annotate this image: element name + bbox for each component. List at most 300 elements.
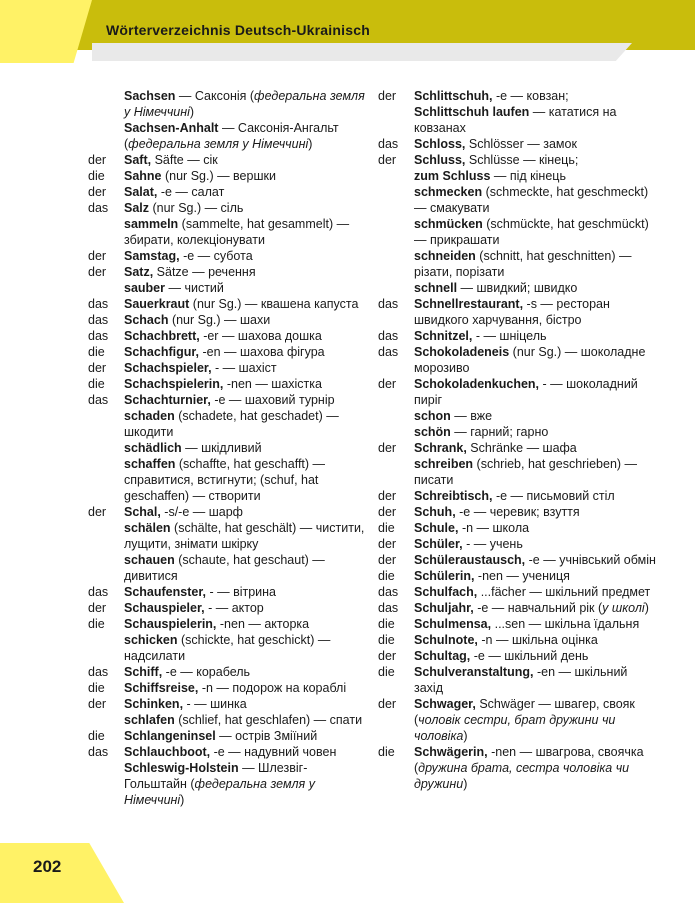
translation: (schaffte, hat geschafft) — справитися, встигнути; (schuf, hat geschaffen) — створити <box>124 457 326 503</box>
article: der <box>88 697 107 711</box>
entry-text <box>124 440 370 456</box>
translation: ) <box>463 777 468 791</box>
entry-text <box>414 600 658 616</box>
article: die <box>88 377 105 391</box>
entry-text <box>124 360 370 376</box>
translation: -nen — шахістка <box>223 377 322 391</box>
headword: Schleswig-Holstein <box>124 761 239 775</box>
article <box>378 104 414 136</box>
entry-text <box>124 184 370 200</box>
dictionary-entry <box>88 296 370 312</box>
entry-text <box>414 328 658 344</box>
translation: — острів Зміїний <box>215 729 318 743</box>
dictionary-entry <box>88 120 370 152</box>
headword: schmücken <box>414 217 483 231</box>
translation: -n — школа <box>458 521 530 535</box>
dictionary-entry <box>88 168 370 184</box>
dictionary-entry <box>88 712 370 728</box>
article <box>88 632 124 664</box>
translation: -er — шахова дошка <box>199 329 322 343</box>
article: das <box>378 297 399 311</box>
translation: (nur Sg.) — вершки <box>161 169 276 183</box>
dictionary-entry <box>88 152 370 168</box>
article <box>88 456 124 504</box>
entry-text <box>124 552 370 584</box>
entry-text <box>124 712 370 728</box>
entry-text <box>414 344 658 376</box>
dictionary-entry <box>378 424 658 440</box>
translation: ) <box>308 137 313 151</box>
dictionary-entry <box>88 680 370 696</box>
article: der <box>378 377 397 391</box>
translation: -e — корабель <box>162 665 251 679</box>
article <box>378 408 414 424</box>
article <box>88 280 124 296</box>
headword: Schulfach, <box>414 585 478 599</box>
dictionary-entry <box>378 280 658 296</box>
article: das <box>378 345 399 359</box>
entry-text <box>414 696 658 744</box>
article <box>378 280 414 296</box>
entry-text <box>414 552 658 568</box>
note: федеральна земля у Німеччині <box>124 777 315 807</box>
translation: -e — шкільний день <box>470 649 589 663</box>
article: der <box>378 153 397 167</box>
dictionary-entry <box>88 456 370 504</box>
headword: schlafen <box>124 713 175 727</box>
headword: schicken <box>124 633 178 647</box>
headword: Salz <box>124 201 150 215</box>
headword: Schlittschuh, <box>414 89 493 103</box>
translation: - — учень <box>462 537 523 551</box>
entry-text <box>414 184 658 216</box>
translation: -e — черевик; взуття <box>455 505 580 519</box>
headword: Schultag, <box>414 649 471 663</box>
article: das <box>378 585 399 599</box>
article: das <box>88 313 109 327</box>
entry-text <box>414 488 658 504</box>
article: der <box>378 697 397 711</box>
headword: Sachsen-Anhalt <box>124 121 219 135</box>
article <box>88 712 124 728</box>
headword: Schlittschuh laufen <box>414 105 530 119</box>
article: der <box>378 489 397 503</box>
entry-text <box>414 632 658 648</box>
headword: Schluss, <box>414 153 466 167</box>
article: das <box>378 329 399 343</box>
article <box>88 120 124 152</box>
headword: sauber <box>124 281 165 295</box>
entry-text <box>124 744 370 760</box>
headword: schauen <box>124 553 175 567</box>
headword: schneiden <box>414 249 476 263</box>
article: der <box>378 89 397 103</box>
dictionary-entry <box>88 584 370 600</box>
headword: Schreibtisch, <box>414 489 493 503</box>
translation: -e — письмовий стіл <box>492 489 615 503</box>
headword: Schlauchboot, <box>124 745 211 759</box>
dictionary-entry <box>378 552 658 568</box>
headword: Schuljahr, <box>414 601 474 615</box>
dictionary-entry <box>378 136 658 152</box>
entry-text <box>124 296 370 312</box>
article <box>88 552 124 584</box>
entry-text <box>124 616 370 632</box>
article: der <box>378 505 397 519</box>
headword: Schloss, <box>414 137 466 151</box>
article <box>88 440 124 456</box>
entry-text <box>414 456 658 488</box>
entry-text <box>414 136 658 152</box>
entry-text <box>124 216 370 248</box>
entry-text <box>124 600 370 616</box>
entry-text <box>124 88 370 120</box>
article <box>378 168 414 184</box>
dictionary-entry <box>88 344 370 360</box>
dictionary-entry <box>378 248 658 280</box>
translation: -nen — акторка <box>216 617 310 631</box>
page-number: 202 <box>33 857 62 876</box>
entry-text <box>414 168 658 184</box>
headword: Schnitzel, <box>414 329 473 343</box>
article: das <box>88 393 109 407</box>
article: das <box>378 601 399 615</box>
article: der <box>378 441 397 455</box>
dictionary-entry <box>378 168 658 184</box>
page-title: Wörterverzeichnis Deutsch-Ukrainisch <box>106 22 370 38</box>
translation: Säfte — сік <box>151 153 218 167</box>
translation: — кататися на ковзанах <box>414 105 617 135</box>
translation: — Шлезвіг-Гольштайн ( <box>124 761 308 791</box>
article: die <box>378 617 395 631</box>
article <box>88 760 124 808</box>
headword: Schulveranstaltung, <box>414 665 534 679</box>
headword: schädlich <box>124 441 182 455</box>
note: федеральна земля у Німеччині <box>128 137 309 151</box>
translation: (nur Sg.) — шахи <box>168 313 271 327</box>
translation: -e — надувний човен <box>210 745 337 759</box>
headword: Schlangeninsel <box>124 729 216 743</box>
dictionary-entry <box>88 216 370 248</box>
dictionary-entry <box>378 744 658 792</box>
translation: - — шахіст <box>211 361 277 375</box>
dictionary-entry <box>88 360 370 376</box>
article: die <box>88 729 105 743</box>
entry-text <box>414 88 658 104</box>
headword: Sahne <box>124 169 162 183</box>
dictionary-entry <box>88 616 370 632</box>
dictionary-entry <box>88 312 370 328</box>
dictionary-entry <box>88 696 370 712</box>
dictionary-entry <box>88 328 370 344</box>
translation: Sätze — речення <box>153 265 256 279</box>
dictionary-entry <box>378 648 658 664</box>
note: дружина брата, сестра чоловіка чи дружини <box>414 761 630 791</box>
article <box>88 520 124 552</box>
dictionary-entry <box>88 520 370 552</box>
dictionary-entry <box>378 504 658 520</box>
translation: -e — ковзан; <box>492 89 569 103</box>
dictionary-entry <box>378 184 658 216</box>
entry-text <box>124 680 370 696</box>
entry-text <box>124 344 370 360</box>
headword: Schokoladeneis <box>414 345 510 359</box>
entry-text <box>414 744 658 792</box>
entry-text <box>414 280 658 296</box>
translation: — шкідливий <box>181 441 262 455</box>
entry-text <box>414 504 658 520</box>
translation: Schlösser — замок <box>465 137 577 151</box>
translation: ) <box>644 601 649 615</box>
translation: - — шинка <box>183 697 247 711</box>
article: die <box>88 681 105 695</box>
headword: Saft, <box>124 153 152 167</box>
entry-text <box>414 104 658 136</box>
article: der <box>378 537 397 551</box>
dictionary-entry <box>378 584 658 600</box>
dictionary-entry <box>378 376 658 408</box>
headword: Schachfigur, <box>124 345 200 359</box>
article: das <box>88 297 109 311</box>
entry-text <box>414 520 658 536</box>
translation: Schlüsse — кінець; <box>465 153 579 167</box>
article: die <box>378 665 395 679</box>
article <box>378 248 414 280</box>
translation: -s/-e — шарф <box>160 505 243 519</box>
article: die <box>378 745 395 759</box>
entry-text <box>124 584 370 600</box>
headword: schon <box>414 409 451 423</box>
headword: schreiben <box>414 457 474 471</box>
headword: Schule, <box>414 521 459 535</box>
translation: — чистий <box>165 281 224 295</box>
dictionary-entry <box>378 440 658 456</box>
translation: (schälte, hat geschält) — чистити, лущити, знімати шкірку <box>124 521 365 551</box>
article: die <box>88 617 105 631</box>
translation: -e — учнівський обмін <box>525 553 656 567</box>
entry-text <box>124 152 370 168</box>
headword: Samstag, <box>124 249 180 263</box>
headword: Schülerin, <box>414 569 475 583</box>
headword: Sauerkraut <box>124 297 190 311</box>
translation: - — вітрина <box>205 585 276 599</box>
headword: Schulnote, <box>414 633 478 647</box>
translation: (schadete, hat geschadet) — шкодити <box>124 409 339 439</box>
headword: Schnellrestaurant, <box>414 297 524 311</box>
article: das <box>88 745 109 759</box>
headword: schnell <box>414 281 458 295</box>
translation: -en — шахова фігура <box>199 345 325 359</box>
translation: (schmückte, hat geschmückt) — прикрашати <box>414 217 649 247</box>
headword: zum Schluss <box>414 169 491 183</box>
translation: — під кінець <box>490 169 566 183</box>
headword: Schwager, <box>414 697 476 711</box>
dictionary-entry <box>378 328 658 344</box>
headword: Salat, <box>124 185 158 199</box>
dictionary-entry <box>88 280 370 296</box>
dictionary-entry <box>88 248 370 264</box>
entry-text <box>414 248 658 280</box>
article <box>88 408 124 440</box>
translation: (nur Sg.) — квашена капуста <box>189 297 359 311</box>
translation: - — шоколадний пиріг <box>414 377 638 407</box>
article: der <box>378 553 397 567</box>
article: der <box>88 249 107 263</box>
article: der <box>88 153 107 167</box>
entry-text <box>124 328 370 344</box>
dictionary-entry <box>88 728 370 744</box>
entry-text <box>124 280 370 296</box>
entry-text <box>124 200 370 216</box>
entry-text <box>414 408 658 424</box>
dictionary-entry <box>378 408 658 424</box>
entry-text <box>414 536 658 552</box>
translation: -e — салат <box>157 185 225 199</box>
entry-text <box>414 664 658 696</box>
headword: Schauspieler, <box>124 601 205 615</box>
dictionary-entry <box>378 344 658 376</box>
entry-text <box>414 152 658 168</box>
dictionary-entry <box>88 440 370 456</box>
headword: Schachbrett, <box>124 329 200 343</box>
dictionary-entry <box>378 296 658 328</box>
translation: -en — шкільний захід <box>414 665 628 695</box>
entry-text <box>414 424 658 440</box>
entry-text <box>414 440 658 456</box>
dictionary-entry <box>88 184 370 200</box>
translation: - — шніцель <box>472 329 547 343</box>
translation: — Саксонія ( <box>175 89 255 103</box>
entry-text <box>124 120 370 152</box>
translation: — вже <box>450 409 493 423</box>
article: der <box>378 649 397 663</box>
entry-text <box>124 632 370 664</box>
article: die <box>378 569 395 583</box>
entry-text <box>124 760 370 808</box>
headword: Schulmensa, <box>414 617 492 631</box>
translation: Schränke — шафа <box>466 441 577 455</box>
translation: (sammelte, hat gesammelt) — збирати, колекціонувати <box>124 217 350 247</box>
dictionary-entry <box>378 88 658 104</box>
entry-text <box>414 568 658 584</box>
article: die <box>88 345 105 359</box>
headword: schmecken <box>414 185 483 199</box>
footer-tab <box>0 843 124 903</box>
headword: Schaufenster, <box>124 585 206 599</box>
dictionary-entry <box>88 88 370 120</box>
translation: -e — субота <box>179 249 253 263</box>
article: das <box>378 137 399 151</box>
dictionary-entry <box>88 552 370 584</box>
dictionary-entry <box>378 664 658 696</box>
translation: ...sen — шкільна їдальня <box>491 617 640 631</box>
headword: Sachsen <box>124 89 176 103</box>
translation: (schrieb, hat geschrieben) — писати <box>414 457 638 487</box>
article: das <box>88 585 109 599</box>
translation: -e — навчальний рік ( <box>473 601 603 615</box>
translation: -nen — учениця <box>474 569 570 583</box>
article <box>378 184 414 216</box>
translation: Schwäger — швагер, свояк ( <box>414 697 635 727</box>
entry-text <box>124 520 370 552</box>
article: die <box>378 633 395 647</box>
headword: schön <box>414 425 451 439</box>
entry-text <box>124 408 370 440</box>
dictionary-entry <box>378 632 658 648</box>
entry-text <box>124 664 370 680</box>
entry-text <box>124 728 370 744</box>
headword: Schachturnier, <box>124 393 211 407</box>
dictionary-entry <box>378 536 658 552</box>
note: у школі <box>602 601 645 615</box>
dictionary-column-right <box>378 88 658 792</box>
headword: Schrank, <box>414 441 467 455</box>
translation: -nen — швагрова, своячка ( <box>414 745 644 775</box>
article: die <box>88 169 105 183</box>
translation: -n — шкільна оцінка <box>477 633 598 647</box>
dictionary-entry <box>378 456 658 488</box>
dictionary-entry <box>378 520 658 536</box>
dictionary-entry <box>88 376 370 392</box>
article: das <box>88 329 109 343</box>
corner-tab <box>0 0 92 63</box>
note: чоловік сестри, брат дружини чи чоловіка <box>414 713 616 743</box>
translation: (schmeckte, hat geschmeckt) — смакувати <box>414 185 649 215</box>
entry-text <box>124 504 370 520</box>
dictionary-entry <box>378 152 658 168</box>
dictionary-entry <box>88 408 370 440</box>
article <box>88 216 124 248</box>
article: das <box>88 201 109 215</box>
entry-text <box>124 264 370 280</box>
translation: — швидкий; швидко <box>457 281 578 295</box>
article <box>378 216 414 248</box>
headword: Schachspielerin, <box>124 377 224 391</box>
dictionary-entry <box>88 504 370 520</box>
article: das <box>88 665 109 679</box>
header-stripe <box>92 43 632 61</box>
translation: -e — шаховий турнір <box>210 393 335 407</box>
translation: ) <box>180 793 185 807</box>
headword: Schuh, <box>414 505 456 519</box>
translation: - — актор <box>204 601 264 615</box>
entry-text <box>124 456 370 504</box>
article: der <box>88 601 107 615</box>
headword: schälen <box>124 521 171 535</box>
headword: Satz, <box>124 265 154 279</box>
dictionary-entry <box>378 600 658 616</box>
entry-text <box>124 168 370 184</box>
entry-text <box>414 376 658 408</box>
headword: Schiff, <box>124 665 163 679</box>
article: der <box>88 185 107 199</box>
dictionary-entry <box>88 760 370 808</box>
entry-text <box>124 392 370 408</box>
dictionary-entry <box>88 200 370 216</box>
headword: Schüleraustausch, <box>414 553 526 567</box>
entry-text <box>124 248 370 264</box>
entry-text <box>124 696 370 712</box>
translation: ) <box>463 729 468 743</box>
entry-text <box>414 648 658 664</box>
article <box>88 88 124 120</box>
article <box>378 456 414 488</box>
headword: sammeln <box>124 217 179 231</box>
entry-text <box>124 376 370 392</box>
headword: Schachspieler, <box>124 361 212 375</box>
headword: Schwägerin, <box>414 745 488 759</box>
entry-text <box>414 216 658 248</box>
